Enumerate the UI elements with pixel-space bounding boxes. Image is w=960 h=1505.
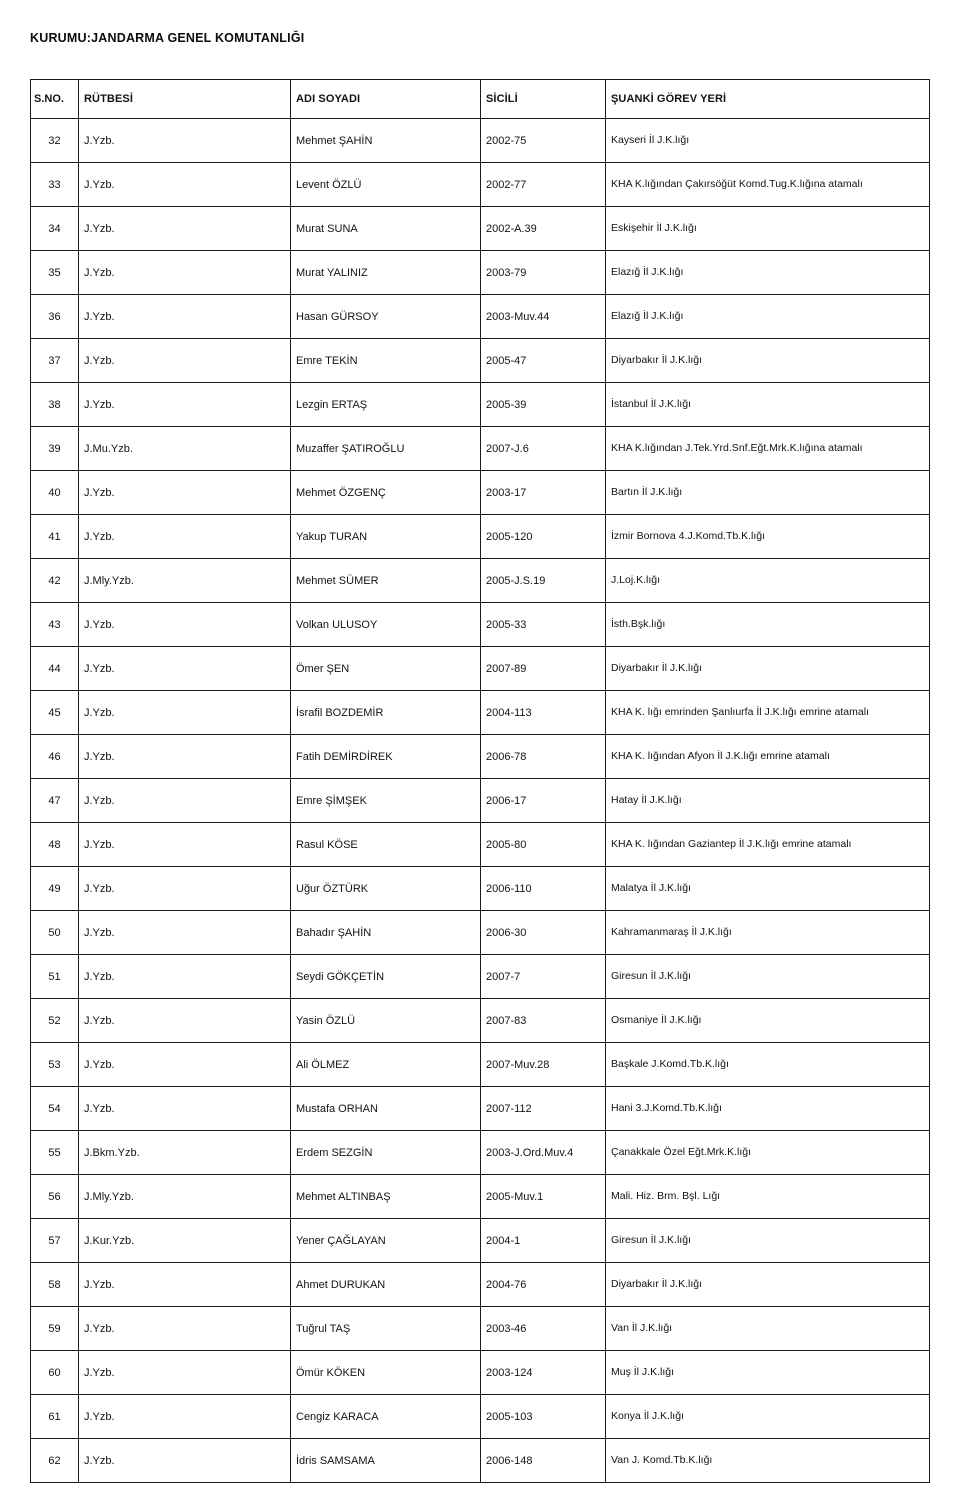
cell-duty: Osmaniye İl J.K.lığı	[606, 999, 930, 1043]
cell-duty: Bartın İl J.K.lığı	[606, 471, 930, 515]
cell-rank: J.Yzb.	[79, 207, 291, 251]
cell-duty: Malatya İl J.K.lığı	[606, 867, 930, 911]
cell-sicil: 2006-78	[481, 735, 606, 779]
cell-duty: Diyarbakır İl J.K.lığı	[606, 1263, 930, 1307]
cell-sno: 58	[31, 1263, 79, 1307]
cell-sicil: 2005-Muv.1	[481, 1175, 606, 1219]
cell-rank: J.Mly.Yzb.	[79, 1175, 291, 1219]
cell-sno: 37	[31, 339, 79, 383]
cell-sno: 61	[31, 1395, 79, 1439]
cell-sicil: 2003-Muv.44	[481, 295, 606, 339]
personnel-table-container	[30, 79, 929, 1483]
cell-sicil: 2004-1	[481, 1219, 606, 1263]
cell-duty: İsth.Bşk.lığı	[606, 603, 930, 647]
cell-name: Hasan GÜRSOY	[291, 295, 481, 339]
table-header-row	[31, 80, 930, 119]
table-row	[31, 1175, 930, 1219]
table-row	[31, 295, 930, 339]
cell-name: Yasin ÖZLÜ	[291, 999, 481, 1043]
cell-sicil: 2006-30	[481, 911, 606, 955]
cell-sno: 59	[31, 1307, 79, 1351]
cell-sno: 33	[31, 163, 79, 207]
cell-rank: J.Yzb.	[79, 1395, 291, 1439]
cell-sicil: 2005-39	[481, 383, 606, 427]
table-header	[31, 80, 930, 119]
table-row	[31, 603, 930, 647]
cell-sno: 48	[31, 823, 79, 867]
cell-name: İdris SAMSAMA	[291, 1439, 481, 1483]
table-row	[31, 163, 930, 207]
table-row	[31, 647, 930, 691]
table-row	[31, 1439, 930, 1483]
table-body	[31, 119, 930, 1483]
cell-duty: KHA K. lığı emrinden Şanlıurfa İl J.K.lığı emrine atamalı	[606, 691, 930, 735]
cell-rank: J.Yzb.	[79, 999, 291, 1043]
cell-sicil: 2003-17	[481, 471, 606, 515]
cell-name: Ahmet DURUKAN	[291, 1263, 481, 1307]
cell-name: Volkan ULUSOY	[291, 603, 481, 647]
cell-rank: J.Yzb.	[79, 251, 291, 295]
cell-duty: Van İl J.K.lığı	[606, 1307, 930, 1351]
cell-duty: J.Loj.K.lığı	[606, 559, 930, 603]
cell-rank: J.Yzb.	[79, 1351, 291, 1395]
cell-name: Bahadır ŞAHİN	[291, 911, 481, 955]
cell-rank: J.Yzb.	[79, 867, 291, 911]
cell-sno: 44	[31, 647, 79, 691]
cell-sno: 53	[31, 1043, 79, 1087]
cell-sicil: 2007-7	[481, 955, 606, 999]
cell-name: Mehmet ŞAHİN	[291, 119, 481, 163]
cell-sicil: 2006-110	[481, 867, 606, 911]
cell-name: Yener ÇAĞLAYAN	[291, 1219, 481, 1263]
cell-rank: J.Yzb.	[79, 1043, 291, 1087]
cell-duty: İstanbul İl J.K.lığı	[606, 383, 930, 427]
cell-name: Ali ÖLMEZ	[291, 1043, 481, 1087]
cell-sicil: 2002-77	[481, 163, 606, 207]
cell-sno: 55	[31, 1131, 79, 1175]
cell-duty: Başkale J.Komd.Tb.K.lığı	[606, 1043, 930, 1087]
cell-sno: 39	[31, 427, 79, 471]
cell-name: Ömer ŞEN	[291, 647, 481, 691]
cell-sno: 34	[31, 207, 79, 251]
cell-sno: 38	[31, 383, 79, 427]
cell-duty: Giresun İl J.K.lığı	[606, 955, 930, 999]
table-row	[31, 1263, 930, 1307]
cell-duty: Kahramanmaraş İl J.K.lığı	[606, 911, 930, 955]
cell-sno: 35	[31, 251, 79, 295]
cell-sno: 62	[31, 1439, 79, 1483]
cell-duty: İzmir Bornova 4.J.Komd.Tb.K.lığı	[606, 515, 930, 559]
table-row	[31, 207, 930, 251]
cell-duty: Giresun İl J.K.lığı	[606, 1219, 930, 1263]
cell-sno: 51	[31, 955, 79, 999]
cell-sicil: 2007-Muv.28	[481, 1043, 606, 1087]
table-row	[31, 1351, 930, 1395]
cell-rank: J.Yzb.	[79, 647, 291, 691]
cell-name: Emre ŞİMŞEK	[291, 779, 481, 823]
column-header-sicil: SİCİLİ	[481, 80, 606, 119]
table-row	[31, 823, 930, 867]
cell-rank: J.Kur.Yzb.	[79, 1219, 291, 1263]
table-row	[31, 471, 930, 515]
table-row	[31, 779, 930, 823]
cell-duty: KHA K.lığından Çakırsöğüt Komd.Tug.K.lığına atamalı	[606, 163, 930, 207]
cell-sicil: 2005-J.S.19	[481, 559, 606, 603]
cell-sicil: 2005-47	[481, 339, 606, 383]
cell-sicil: 2007-112	[481, 1087, 606, 1131]
cell-sicil: 2005-120	[481, 515, 606, 559]
cell-sno: 60	[31, 1351, 79, 1395]
cell-duty: KHA K. lığından Gaziantep İl J.K.lığı emrine atamalı	[606, 823, 930, 867]
cell-sno: 52	[31, 999, 79, 1043]
cell-duty: Konya İl J.K.lığı	[606, 1395, 930, 1439]
cell-sno: 56	[31, 1175, 79, 1219]
cell-rank: J.Yzb.	[79, 339, 291, 383]
cell-rank: J.Yzb.	[79, 1439, 291, 1483]
cell-rank: J.Yzb.	[79, 295, 291, 339]
cell-name: Emre TEKİN	[291, 339, 481, 383]
table-row	[31, 691, 930, 735]
cell-sicil: 2002-75	[481, 119, 606, 163]
table-row	[31, 1307, 930, 1351]
cell-sicil: 2005-80	[481, 823, 606, 867]
cell-name: Mehmet ALTINBAŞ	[291, 1175, 481, 1219]
cell-duty: Diyarbakır İl J.K.lığı	[606, 647, 930, 691]
table-row	[31, 1219, 930, 1263]
cell-sicil: 2005-103	[481, 1395, 606, 1439]
cell-name: Erdem SEZGİN	[291, 1131, 481, 1175]
cell-sicil: 2006-148	[481, 1439, 606, 1483]
cell-name: Muzaffer ŞATIROĞLU	[291, 427, 481, 471]
cell-name: Yakup TURAN	[291, 515, 481, 559]
cell-sno: 41	[31, 515, 79, 559]
table-row	[31, 339, 930, 383]
cell-duty: Çanakkale Özel Eğt.Mrk.K.lığı	[606, 1131, 930, 1175]
cell-sicil: 2003-46	[481, 1307, 606, 1351]
cell-sno: 42	[31, 559, 79, 603]
cell-rank: J.Bkm.Yzb.	[79, 1131, 291, 1175]
cell-sno: 45	[31, 691, 79, 735]
table-row	[31, 911, 930, 955]
cell-sicil: 2003-79	[481, 251, 606, 295]
cell-rank: J.Yzb.	[79, 735, 291, 779]
cell-duty: KHA K.lığından J.Tek.Yrd.Snf.Eğt.Mrk.K.lığına atamalı	[606, 427, 930, 471]
table-row	[31, 559, 930, 603]
cell-name: İsrafil BOZDEMİR	[291, 691, 481, 735]
table-row	[31, 955, 930, 999]
cell-sno: 57	[31, 1219, 79, 1263]
cell-rank: J.Yzb.	[79, 779, 291, 823]
cell-sicil: 2006-17	[481, 779, 606, 823]
cell-sicil: 2007-89	[481, 647, 606, 691]
cell-name: Tuğrul TAŞ	[291, 1307, 481, 1351]
cell-sicil: 2004-76	[481, 1263, 606, 1307]
cell-rank: J.Yzb.	[79, 1307, 291, 1351]
cell-duty: Hani 3.J.Komd.Tb.K.lığı	[606, 1087, 930, 1131]
cell-duty: Van J. Komd.Tb.K.lığı	[606, 1439, 930, 1483]
table-row	[31, 999, 930, 1043]
cell-name: Seydi GÖKÇETİN	[291, 955, 481, 999]
cell-duty: Elazığ İl J.K.lığı	[606, 251, 930, 295]
table-row	[31, 1395, 930, 1439]
cell-sicil: 2003-124	[481, 1351, 606, 1395]
cell-rank: J.Yzb.	[79, 119, 291, 163]
cell-rank: J.Yzb.	[79, 955, 291, 999]
cell-sicil: 2007-J.6	[481, 427, 606, 471]
cell-sicil: 2003-J.Ord.Muv.4	[481, 1131, 606, 1175]
cell-sno: 47	[31, 779, 79, 823]
table-row	[31, 867, 930, 911]
cell-duty: Muş İl J.K.lığı	[606, 1351, 930, 1395]
cell-rank: J.Mly.Yzb.	[79, 559, 291, 603]
cell-name: Lezgin ERTAŞ	[291, 383, 481, 427]
cell-rank: J.Yzb.	[79, 691, 291, 735]
cell-rank: J.Yzb.	[79, 471, 291, 515]
page-title: KURUMU:JANDARMA GENEL KOMUTANLIĞI	[30, 31, 305, 45]
cell-sno: 40	[31, 471, 79, 515]
column-header-sno: S.NO.	[31, 80, 79, 119]
cell-sicil: 2005-33	[481, 603, 606, 647]
cell-sicil: 2002-A.39	[481, 207, 606, 251]
cell-duty: KHA K. lığından Afyon İl J.K.lığı emrine atamalı	[606, 735, 930, 779]
column-header-rank: RÜTBESİ	[79, 80, 291, 119]
cell-rank: J.Yzb.	[79, 1087, 291, 1131]
table-row	[31, 251, 930, 295]
cell-duty: Hatay İl J.K.lığı	[606, 779, 930, 823]
table-row	[31, 515, 930, 559]
table-row	[31, 427, 930, 471]
cell-name: Mehmet ÖZGENÇ	[291, 471, 481, 515]
cell-sno: 32	[31, 119, 79, 163]
cell-sno: 49	[31, 867, 79, 911]
personnel-table	[30, 79, 930, 1483]
table-row	[31, 119, 930, 163]
cell-name: Rasul KÖSE	[291, 823, 481, 867]
cell-rank: J.Yzb.	[79, 383, 291, 427]
cell-sicil: 2007-83	[481, 999, 606, 1043]
cell-rank: J.Mu.Yzb.	[79, 427, 291, 471]
cell-name: Ömür KÖKEN	[291, 1351, 481, 1395]
table-row	[31, 1131, 930, 1175]
cell-rank: J.Yzb.	[79, 515, 291, 559]
cell-duty: Elazığ İl J.K.lığı	[606, 295, 930, 339]
table-row	[31, 1043, 930, 1087]
cell-name: Murat SUNA	[291, 207, 481, 251]
cell-name: Cengiz KARACA	[291, 1395, 481, 1439]
cell-sno: 46	[31, 735, 79, 779]
cell-name: Mustafa ORHAN	[291, 1087, 481, 1131]
column-header-name: ADI SOYADI	[291, 80, 481, 119]
table-row	[31, 1087, 930, 1131]
cell-rank: J.Yzb.	[79, 603, 291, 647]
cell-sno: 43	[31, 603, 79, 647]
cell-rank: J.Yzb.	[79, 823, 291, 867]
column-header-duty: ŞUANKİ GÖREV YERİ	[606, 80, 930, 119]
cell-name: Fatih DEMİRDİREK	[291, 735, 481, 779]
cell-name: Murat YALINIZ	[291, 251, 481, 295]
cell-duty: Diyarbakır İl J.K.lığı	[606, 339, 930, 383]
cell-sno: 50	[31, 911, 79, 955]
cell-sno: 54	[31, 1087, 79, 1131]
cell-sno: 36	[31, 295, 79, 339]
cell-duty: Kayseri İl J.K.lığı	[606, 119, 930, 163]
cell-duty: Mali. Hiz. Brm. Bşl. Lığı	[606, 1175, 930, 1219]
cell-name: Levent ÖZLÜ	[291, 163, 481, 207]
cell-name: Uğur ÖZTÜRK	[291, 867, 481, 911]
cell-sicil: 2004-113	[481, 691, 606, 735]
table-row	[31, 735, 930, 779]
table-row	[31, 383, 930, 427]
cell-rank: J.Yzb.	[79, 911, 291, 955]
cell-rank: J.Yzb.	[79, 1263, 291, 1307]
cell-rank: J.Yzb.	[79, 163, 291, 207]
cell-duty: Eskişehir İl J.K.lığı	[606, 207, 930, 251]
cell-name: Mehmet SÜMER	[291, 559, 481, 603]
